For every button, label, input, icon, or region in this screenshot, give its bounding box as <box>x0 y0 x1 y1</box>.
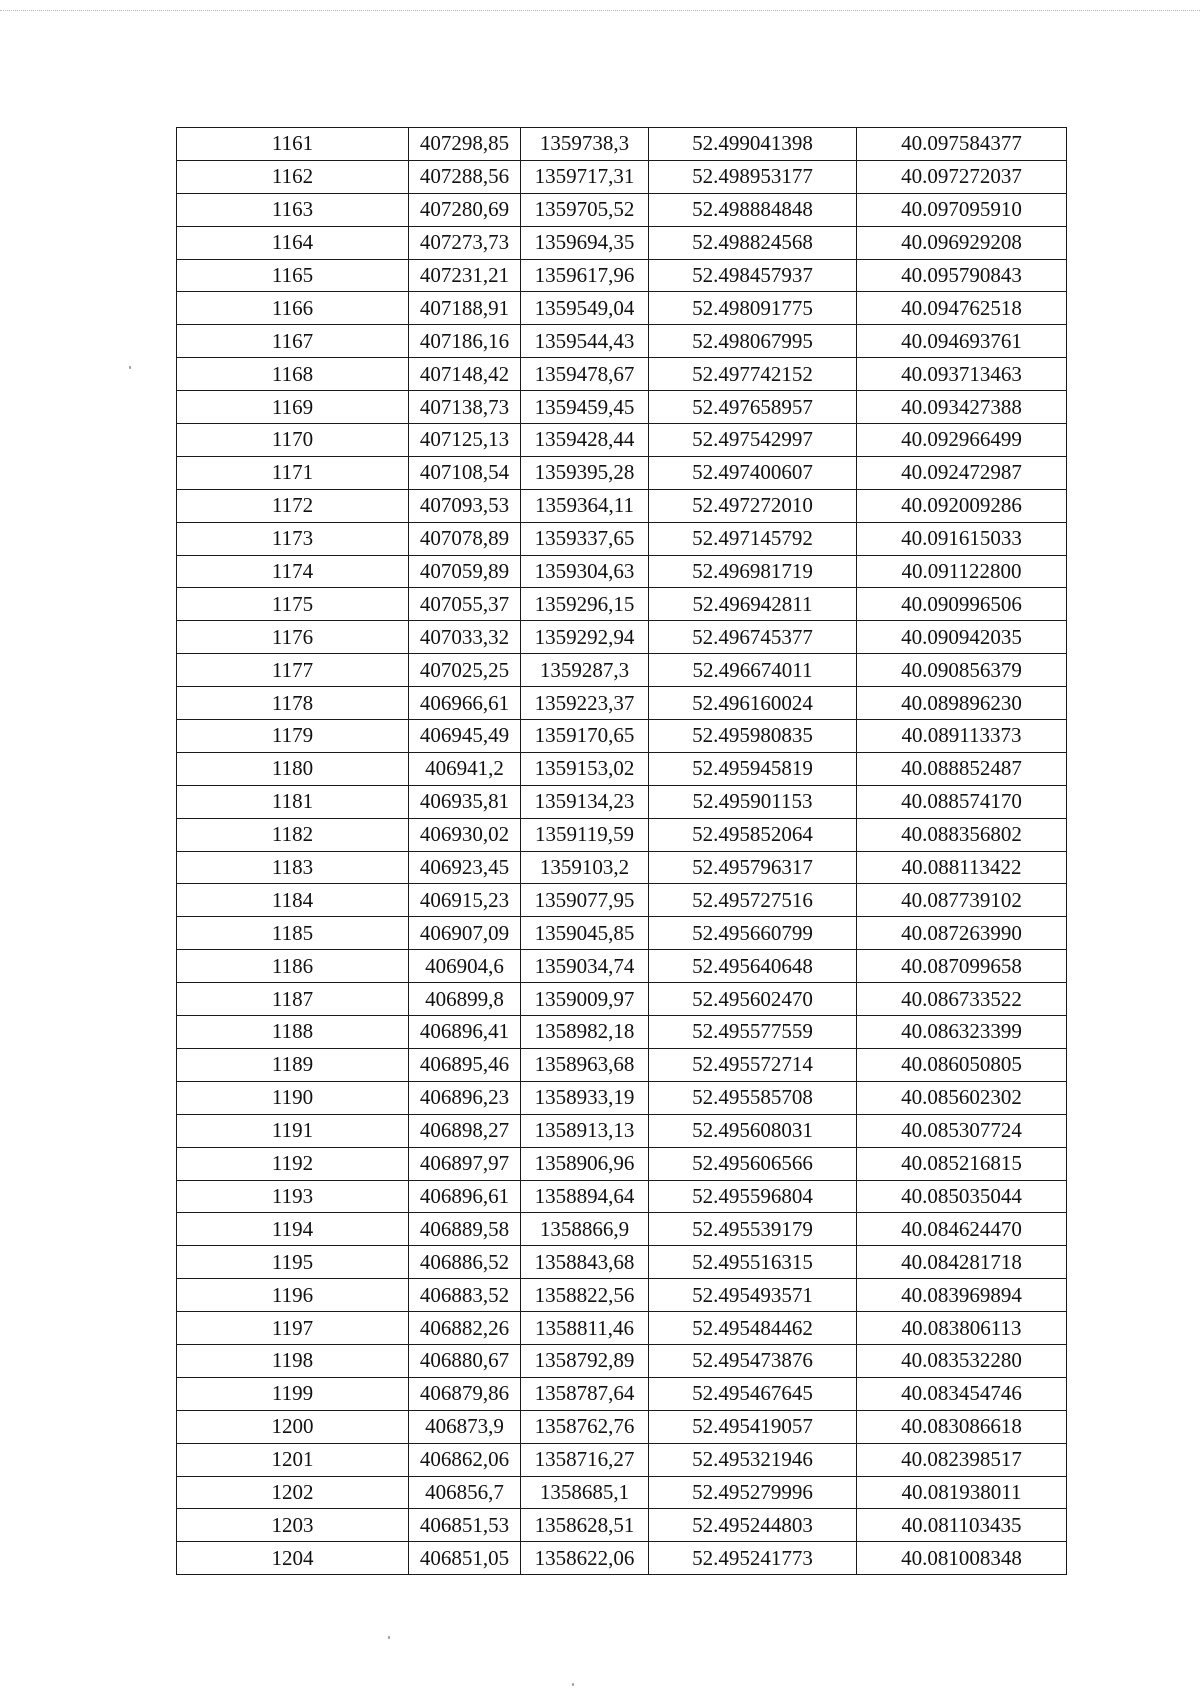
y-coordinate-cell: 1359478,67 <box>521 358 649 391</box>
latitude-cell: 52.495852064 <box>649 818 857 851</box>
latitude-cell: 52.497658957 <box>649 391 857 424</box>
latitude-cell: 52.498067995 <box>649 325 857 358</box>
latitude-cell: 52.497272010 <box>649 489 857 522</box>
latitude-cell: 52.495493571 <box>649 1279 857 1312</box>
y-coordinate-cell: 1359544,43 <box>521 325 649 358</box>
point-number-cell: 1179 <box>177 720 409 753</box>
point-number-cell: 1183 <box>177 851 409 884</box>
longitude-cell: 40.093713463 <box>857 358 1067 391</box>
y-coordinate-cell: 1359717,31 <box>521 160 649 193</box>
y-coordinate-cell: 1359337,65 <box>521 522 649 555</box>
longitude-cell: 40.083086618 <box>857 1410 1067 1443</box>
point-number-cell: 1186 <box>177 950 409 983</box>
latitude-cell: 52.495596804 <box>649 1180 857 1213</box>
y-coordinate-cell: 1359395,28 <box>521 456 649 489</box>
latitude-cell: 52.498824568 <box>649 226 857 259</box>
table-row <box>177 1443 1067 1476</box>
table-row <box>177 522 1067 555</box>
table-row <box>177 621 1067 654</box>
table-row <box>177 193 1067 226</box>
x-coordinate-cell: 406879,86 <box>409 1377 521 1410</box>
table-row <box>177 1509 1067 1542</box>
x-coordinate-cell: 406862,06 <box>409 1443 521 1476</box>
longitude-cell: 40.088356802 <box>857 818 1067 851</box>
table-row <box>177 489 1067 522</box>
latitude-cell: 52.497742152 <box>649 358 857 391</box>
y-coordinate-cell: 1359223,37 <box>521 687 649 720</box>
y-coordinate-cell: 1359617,96 <box>521 259 649 292</box>
longitude-cell: 40.092966499 <box>857 424 1067 457</box>
longitude-cell: 40.089896230 <box>857 687 1067 720</box>
point-number-cell: 1167 <box>177 325 409 358</box>
y-coordinate-cell: 1359045,85 <box>521 917 649 950</box>
y-coordinate-cell: 1359119,59 <box>521 818 649 851</box>
x-coordinate-cell: 406941,2 <box>409 752 521 785</box>
x-coordinate-cell: 407231,21 <box>409 259 521 292</box>
table-row <box>177 325 1067 358</box>
longitude-cell: 40.091615033 <box>857 522 1067 555</box>
longitude-cell: 40.090996506 <box>857 588 1067 621</box>
longitude-cell: 40.091122800 <box>857 555 1067 588</box>
coordinates-table-body <box>177 128 1067 1575</box>
longitude-cell: 40.085307724 <box>857 1114 1067 1147</box>
y-coordinate-cell: 1359077,95 <box>521 884 649 917</box>
x-coordinate-cell: 406895,46 <box>409 1048 521 1081</box>
longitude-cell: 40.085602302 <box>857 1081 1067 1114</box>
y-coordinate-cell: 1359296,15 <box>521 588 649 621</box>
point-number-cell: 1195 <box>177 1246 409 1279</box>
table-row <box>177 1542 1067 1575</box>
y-coordinate-cell: 1358906,96 <box>521 1147 649 1180</box>
point-number-cell: 1177 <box>177 654 409 687</box>
point-number-cell: 1191 <box>177 1114 409 1147</box>
longitude-cell: 40.083806113 <box>857 1312 1067 1345</box>
table-row <box>177 1147 1067 1180</box>
point-number-cell: 1197 <box>177 1312 409 1345</box>
point-number-cell: 1173 <box>177 522 409 555</box>
y-coordinate-cell: 1359705,52 <box>521 193 649 226</box>
x-coordinate-cell: 407186,16 <box>409 325 521 358</box>
y-coordinate-cell: 1358622,06 <box>521 1542 649 1575</box>
y-coordinate-cell: 1359103,2 <box>521 851 649 884</box>
table-row <box>177 456 1067 489</box>
table-row <box>177 654 1067 687</box>
latitude-cell: 52.497145792 <box>649 522 857 555</box>
latitude-cell: 52.499041398 <box>649 128 857 161</box>
longitude-cell: 40.085216815 <box>857 1147 1067 1180</box>
longitude-cell: 40.083969894 <box>857 1279 1067 1312</box>
longitude-cell: 40.086050805 <box>857 1048 1067 1081</box>
coordinates-table <box>176 127 1067 1575</box>
table-row <box>177 226 1067 259</box>
point-number-cell: 1163 <box>177 193 409 226</box>
table-row <box>177 818 1067 851</box>
x-coordinate-cell: 407055,37 <box>409 588 521 621</box>
table-row <box>177 160 1067 193</box>
longitude-cell: 40.090856379 <box>857 654 1067 687</box>
latitude-cell: 52.495606566 <box>649 1147 857 1180</box>
longitude-cell: 40.083532280 <box>857 1344 1067 1377</box>
longitude-cell: 40.081103435 <box>857 1509 1067 1542</box>
y-coordinate-cell: 1358716,27 <box>521 1443 649 1476</box>
x-coordinate-cell: 406935,81 <box>409 785 521 818</box>
longitude-cell: 40.097272037 <box>857 160 1067 193</box>
longitude-cell: 40.081938011 <box>857 1476 1067 1509</box>
table-row <box>177 1213 1067 1246</box>
point-number-cell: 1193 <box>177 1180 409 1213</box>
point-number-cell: 1164 <box>177 226 409 259</box>
longitude-cell: 40.095790843 <box>857 259 1067 292</box>
x-coordinate-cell: 407288,56 <box>409 160 521 193</box>
point-number-cell: 1201 <box>177 1443 409 1476</box>
x-coordinate-cell: 407148,42 <box>409 358 521 391</box>
table-row <box>177 259 1067 292</box>
latitude-cell: 52.495572714 <box>649 1048 857 1081</box>
latitude-cell: 52.495244803 <box>649 1509 857 1542</box>
table-row <box>177 391 1067 424</box>
latitude-cell: 52.495901153 <box>649 785 857 818</box>
x-coordinate-cell: 406896,61 <box>409 1180 521 1213</box>
latitude-cell: 52.498953177 <box>649 160 857 193</box>
x-coordinate-cell: 407078,89 <box>409 522 521 555</box>
latitude-cell: 52.498091775 <box>649 292 857 325</box>
y-coordinate-cell: 1359364,11 <box>521 489 649 522</box>
point-number-cell: 1198 <box>177 1344 409 1377</box>
x-coordinate-cell: 407138,73 <box>409 391 521 424</box>
table-row <box>177 720 1067 753</box>
point-number-cell: 1170 <box>177 424 409 457</box>
latitude-cell: 52.495539179 <box>649 1213 857 1246</box>
longitude-cell: 40.086733522 <box>857 983 1067 1016</box>
x-coordinate-cell: 406851,53 <box>409 1509 521 1542</box>
point-number-cell: 1199 <box>177 1377 409 1410</box>
point-number-cell: 1161 <box>177 128 409 161</box>
latitude-cell: 52.498457937 <box>649 259 857 292</box>
table-row <box>177 1246 1067 1279</box>
latitude-cell: 52.495602470 <box>649 983 857 1016</box>
point-number-cell: 1192 <box>177 1147 409 1180</box>
y-coordinate-cell: 1358982,18 <box>521 1016 649 1049</box>
x-coordinate-cell: 406966,61 <box>409 687 521 720</box>
longitude-cell: 40.082398517 <box>857 1443 1067 1476</box>
latitude-cell: 52.495585708 <box>649 1081 857 1114</box>
longitude-cell: 40.092009286 <box>857 489 1067 522</box>
scan-speck <box>572 1683 574 1686</box>
table-row <box>177 555 1067 588</box>
table-row <box>177 884 1067 917</box>
latitude-cell: 52.495516315 <box>649 1246 857 1279</box>
latitude-cell: 52.496160024 <box>649 687 857 720</box>
point-number-cell: 1172 <box>177 489 409 522</box>
x-coordinate-cell: 406873,9 <box>409 1410 521 1443</box>
y-coordinate-cell: 1358822,56 <box>521 1279 649 1312</box>
y-coordinate-cell: 1359428,44 <box>521 424 649 457</box>
y-coordinate-cell: 1359694,35 <box>521 226 649 259</box>
y-coordinate-cell: 1359292,94 <box>521 621 649 654</box>
x-coordinate-cell: 406896,41 <box>409 1016 521 1049</box>
point-number-cell: 1171 <box>177 456 409 489</box>
x-coordinate-cell: 406930,02 <box>409 818 521 851</box>
y-coordinate-cell: 1359549,04 <box>521 292 649 325</box>
latitude-cell: 52.495640648 <box>649 950 857 983</box>
x-coordinate-cell: 406907,09 <box>409 917 521 950</box>
table-row <box>177 752 1067 785</box>
table-row <box>177 851 1067 884</box>
latitude-cell: 52.495419057 <box>649 1410 857 1443</box>
latitude-cell: 52.496674011 <box>649 654 857 687</box>
y-coordinate-cell: 1359134,23 <box>521 785 649 818</box>
x-coordinate-cell: 407059,89 <box>409 555 521 588</box>
table-row <box>177 128 1067 161</box>
longitude-cell: 40.081008348 <box>857 1542 1067 1575</box>
table-row <box>177 917 1067 950</box>
point-number-cell: 1190 <box>177 1081 409 1114</box>
y-coordinate-cell: 1358685,1 <box>521 1476 649 1509</box>
latitude-cell: 52.495321946 <box>649 1443 857 1476</box>
scan-speck <box>388 1636 390 1639</box>
latitude-cell: 52.495608031 <box>649 1114 857 1147</box>
latitude-cell: 52.495279996 <box>649 1476 857 1509</box>
longitude-cell: 40.087099658 <box>857 950 1067 983</box>
table-row <box>177 1344 1067 1377</box>
scan-top-edge <box>0 10 1200 11</box>
latitude-cell: 52.495660799 <box>649 917 857 950</box>
x-coordinate-cell: 407093,53 <box>409 489 521 522</box>
x-coordinate-cell: 407108,54 <box>409 456 521 489</box>
y-coordinate-cell: 1359170,65 <box>521 720 649 753</box>
point-number-cell: 1202 <box>177 1476 409 1509</box>
scan-speck <box>129 366 131 369</box>
table-row <box>177 424 1067 457</box>
table-row <box>177 950 1067 983</box>
longitude-cell: 40.097095910 <box>857 193 1067 226</box>
table-row <box>177 1114 1067 1147</box>
x-coordinate-cell: 407273,73 <box>409 226 521 259</box>
point-number-cell: 1176 <box>177 621 409 654</box>
longitude-cell: 40.090942035 <box>857 621 1067 654</box>
table-row <box>177 1279 1067 1312</box>
longitude-cell: 40.085035044 <box>857 1180 1067 1213</box>
y-coordinate-cell: 1359738,3 <box>521 128 649 161</box>
y-coordinate-cell: 1358843,68 <box>521 1246 649 1279</box>
latitude-cell: 52.495473876 <box>649 1344 857 1377</box>
longitude-cell: 40.094762518 <box>857 292 1067 325</box>
table-row <box>177 1016 1067 1049</box>
y-coordinate-cell: 1359034,74 <box>521 950 649 983</box>
x-coordinate-cell: 407125,13 <box>409 424 521 457</box>
latitude-cell: 52.497542997 <box>649 424 857 457</box>
point-number-cell: 1196 <box>177 1279 409 1312</box>
latitude-cell: 52.496942811 <box>649 588 857 621</box>
table-row <box>177 1048 1067 1081</box>
x-coordinate-cell: 406880,67 <box>409 1344 521 1377</box>
table-row <box>177 1312 1067 1345</box>
table-row <box>177 1081 1067 1114</box>
longitude-cell: 40.088113422 <box>857 851 1067 884</box>
point-number-cell: 1168 <box>177 358 409 391</box>
longitude-cell: 40.086323399 <box>857 1016 1067 1049</box>
x-coordinate-cell: 406896,23 <box>409 1081 521 1114</box>
point-number-cell: 1162 <box>177 160 409 193</box>
latitude-cell: 52.496981719 <box>649 555 857 588</box>
longitude-cell: 40.084624470 <box>857 1213 1067 1246</box>
x-coordinate-cell: 406883,52 <box>409 1279 521 1312</box>
x-coordinate-cell: 406923,45 <box>409 851 521 884</box>
y-coordinate-cell: 1358628,51 <box>521 1509 649 1542</box>
y-coordinate-cell: 1358866,9 <box>521 1213 649 1246</box>
latitude-cell: 52.495796317 <box>649 851 857 884</box>
longitude-cell: 40.094693761 <box>857 325 1067 358</box>
longitude-cell: 40.087739102 <box>857 884 1067 917</box>
x-coordinate-cell: 406889,58 <box>409 1213 521 1246</box>
table-row <box>177 292 1067 325</box>
table-row <box>177 588 1067 621</box>
latitude-cell: 52.495484462 <box>649 1312 857 1345</box>
latitude-cell: 52.497400607 <box>649 456 857 489</box>
longitude-cell: 40.088852487 <box>857 752 1067 785</box>
longitude-cell: 40.089113373 <box>857 720 1067 753</box>
y-coordinate-cell: 1358762,76 <box>521 1410 649 1443</box>
longitude-cell: 40.093427388 <box>857 391 1067 424</box>
x-coordinate-cell: 406904,6 <box>409 950 521 983</box>
x-coordinate-cell: 407025,25 <box>409 654 521 687</box>
table-row <box>177 1410 1067 1443</box>
table-row <box>177 1476 1067 1509</box>
y-coordinate-cell: 1358787,64 <box>521 1377 649 1410</box>
latitude-cell: 52.495980835 <box>649 720 857 753</box>
y-coordinate-cell: 1359287,3 <box>521 654 649 687</box>
point-number-cell: 1181 <box>177 785 409 818</box>
point-number-cell: 1169 <box>177 391 409 424</box>
latitude-cell: 52.495727516 <box>649 884 857 917</box>
x-coordinate-cell: 406897,97 <box>409 1147 521 1180</box>
longitude-cell: 40.097584377 <box>857 128 1067 161</box>
y-coordinate-cell: 1358894,64 <box>521 1180 649 1213</box>
table-row <box>177 1377 1067 1410</box>
x-coordinate-cell: 406899,8 <box>409 983 521 1016</box>
longitude-cell: 40.088574170 <box>857 785 1067 818</box>
point-number-cell: 1188 <box>177 1016 409 1049</box>
latitude-cell: 52.498884848 <box>649 193 857 226</box>
point-number-cell: 1187 <box>177 983 409 1016</box>
latitude-cell: 52.495467645 <box>649 1377 857 1410</box>
point-number-cell: 1200 <box>177 1410 409 1443</box>
x-coordinate-cell: 407188,91 <box>409 292 521 325</box>
table-row <box>177 983 1067 1016</box>
point-number-cell: 1182 <box>177 818 409 851</box>
x-coordinate-cell: 407298,85 <box>409 128 521 161</box>
table-row <box>177 687 1067 720</box>
point-number-cell: 1174 <box>177 555 409 588</box>
latitude-cell: 52.495577559 <box>649 1016 857 1049</box>
point-number-cell: 1166 <box>177 292 409 325</box>
latitude-cell: 52.495241773 <box>649 1542 857 1575</box>
point-number-cell: 1175 <box>177 588 409 621</box>
point-number-cell: 1194 <box>177 1213 409 1246</box>
y-coordinate-cell: 1359304,63 <box>521 555 649 588</box>
x-coordinate-cell: 406856,7 <box>409 1476 521 1509</box>
point-number-cell: 1204 <box>177 1542 409 1575</box>
table-row <box>177 1180 1067 1213</box>
x-coordinate-cell: 406851,05 <box>409 1542 521 1575</box>
latitude-cell: 52.496745377 <box>649 621 857 654</box>
x-coordinate-cell: 407280,69 <box>409 193 521 226</box>
y-coordinate-cell: 1359153,02 <box>521 752 649 785</box>
point-number-cell: 1184 <box>177 884 409 917</box>
longitude-cell: 40.096929208 <box>857 226 1067 259</box>
y-coordinate-cell: 1359009,97 <box>521 983 649 1016</box>
longitude-cell: 40.084281718 <box>857 1246 1067 1279</box>
table-row <box>177 358 1067 391</box>
y-coordinate-cell: 1359459,45 <box>521 391 649 424</box>
longitude-cell: 40.083454746 <box>857 1377 1067 1410</box>
x-coordinate-cell: 406882,26 <box>409 1312 521 1345</box>
x-coordinate-cell: 406898,27 <box>409 1114 521 1147</box>
y-coordinate-cell: 1358811,46 <box>521 1312 649 1345</box>
point-number-cell: 1185 <box>177 917 409 950</box>
y-coordinate-cell: 1358913,13 <box>521 1114 649 1147</box>
y-coordinate-cell: 1358963,68 <box>521 1048 649 1081</box>
point-number-cell: 1203 <box>177 1509 409 1542</box>
y-coordinate-cell: 1358933,19 <box>521 1081 649 1114</box>
x-coordinate-cell: 406945,49 <box>409 720 521 753</box>
y-coordinate-cell: 1358792,89 <box>521 1344 649 1377</box>
point-number-cell: 1165 <box>177 259 409 292</box>
latitude-cell: 52.495945819 <box>649 752 857 785</box>
table-row <box>177 785 1067 818</box>
longitude-cell: 40.087263990 <box>857 917 1067 950</box>
x-coordinate-cell: 407033,32 <box>409 621 521 654</box>
point-number-cell: 1180 <box>177 752 409 785</box>
x-coordinate-cell: 406915,23 <box>409 884 521 917</box>
point-number-cell: 1178 <box>177 687 409 720</box>
x-coordinate-cell: 406886,52 <box>409 1246 521 1279</box>
point-number-cell: 1189 <box>177 1048 409 1081</box>
longitude-cell: 40.092472987 <box>857 456 1067 489</box>
